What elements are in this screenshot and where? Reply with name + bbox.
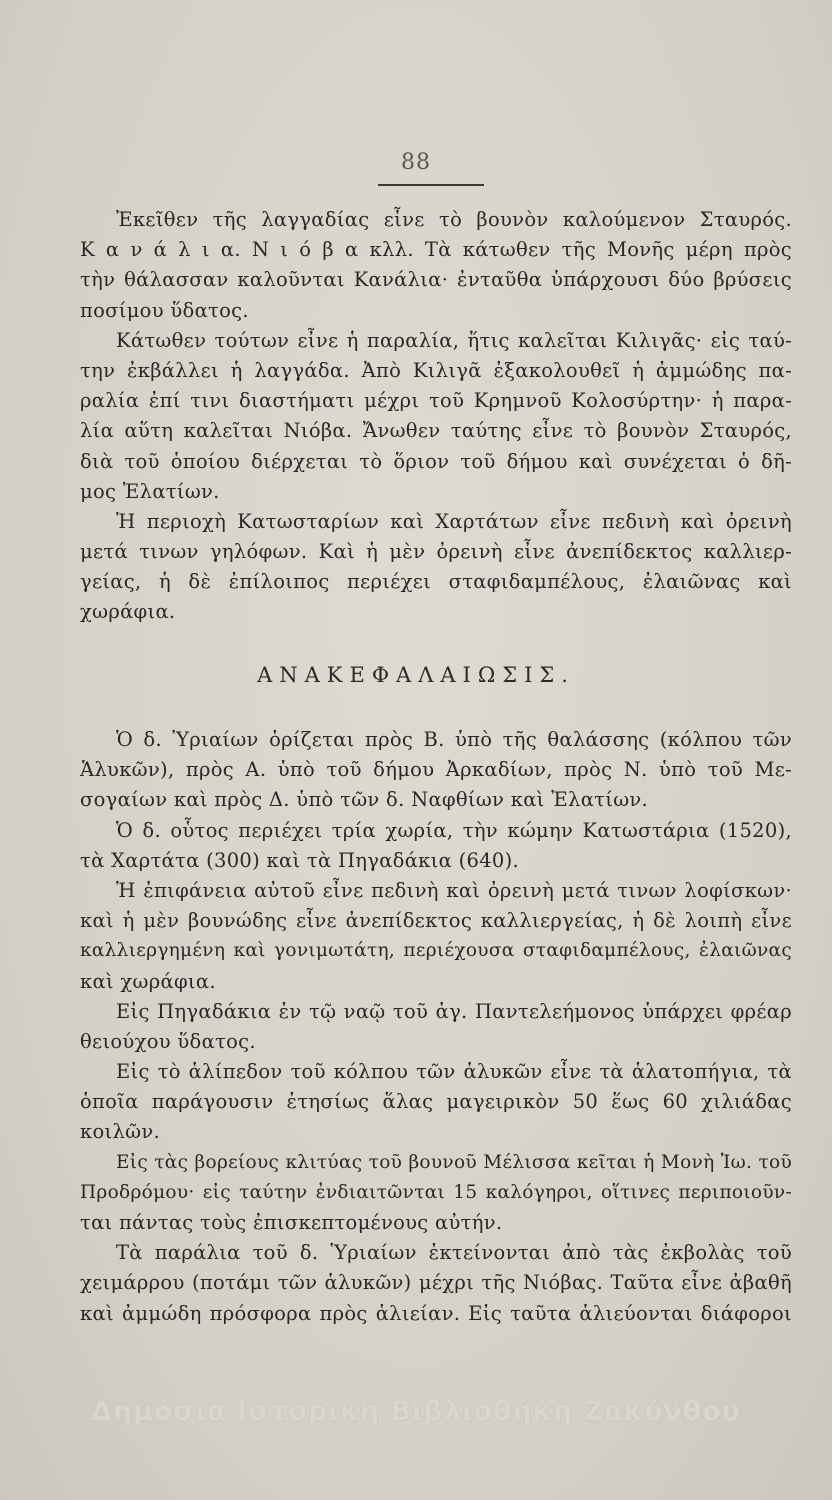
text-line: τὰ Χαρτάτα (300) καὶ τὰ Πηγαδάκια (640). — [80, 848, 520, 872]
text-line: Ὁ δ. οὗτος περιέχει τρία χωρία, τὴν κώμην Κατωστάρια (1520), — [116, 818, 792, 842]
text-line: χωράφια. — [80, 600, 176, 624]
text-line: Ἡ περιοχὴ Κατωσταρίων καὶ Χαρτάτων εἶνε πεδινὴ καὶ ὀρεινὴ — [116, 509, 792, 533]
text-line: Κ α ν ά λ ι α. Ν ι ό β α κλλ. Τὰ κάτωθεν τῆς Μονῆς μέρη πρὸς — [80, 238, 792, 262]
text-line: σογαίων καὶ πρὸς Δ. ὑπὸ τῶν δ. Ναφθίων καὶ Ἐλατίων. — [80, 788, 649, 812]
text-line: μετά τινων γηλόφων. Καὶ ἡ μὲν ὀρεινὴ εἶνε ἀνεπίδεκτος καλλιερ- — [80, 540, 792, 564]
text-line: ὁποῖα παράγουσιν ἐτησίως ἅλας μαγειρικὸν 50 ἕως 60 χιλιάδας — [80, 1090, 792, 1114]
text-line: καὶ χωράφια. — [80, 969, 216, 993]
text-line: θειούχου ὕδατος. — [80, 1029, 256, 1053]
text-line: Εἰς Πηγαδάκια ἐν τῷ ναῷ τοῦ ἁγ. Παντελεήμονος ὑπάρχει φρέαρ — [116, 999, 792, 1023]
text-line: χειμάρρου (ποτάμι τῶν ἁλυκῶν) μέχρι τῆς Νιόβας. Ταῦτα εἶνε ἀβαθῆ — [80, 1271, 792, 1295]
text-line: καὶ ἡ μὲν βουνώδης εἶνε ἀνεπίδεκτος καλλιεργείας, ἡ δὲ λοιπὴ εἶνε — [80, 909, 792, 933]
text-line: την ἐκβάλλει ἡ λαγγάδα. Ἀπὸ Κιλιγᾶ ἐξακολουθεῖ ἡ ἀμμώδης πα- — [80, 358, 792, 382]
section-heading: ΑΝΑΚΕΦΑΛΑΙΩΣΙΣ. — [257, 663, 575, 687]
text-line: Προδρόμου· εἰς ταύτην ἐνδιαιτῶνται 15 καλόγηροι, οἵτινες περιποιοῦν- — [80, 1181, 792, 1203]
text-line: Κάτωθεν τούτων εἶνε ἡ παραλία, ἥτις καλεῖται Κιλιγᾶς· εἰς ταύ- — [116, 328, 792, 352]
text-line: μος Ἐλατίων. — [80, 479, 220, 503]
text-line: διὰ τοῦ ὁποίου διέρχεται τὸ ὅριον τοῦ δήμου καὶ συνέχεται ὁ δῆ- — [80, 449, 792, 473]
text-line: Ἐκεῖθεν τῆς λαγγαδίας εἶνε τὸ βουνὸν καλούμενον Σταυρός. — [116, 208, 792, 231]
text-line: ποσίμου ὕδατος. — [80, 298, 249, 322]
text-line: καὶ ἀμμώδη πρόσφορα πρὸς ἁλιείαν. Εἰς ταῦτα ἁλιεύονται διάφοροι — [80, 1301, 792, 1325]
text-line: Ὁ δ. Ὑριαίων ὁρίζεται πρὸς Β. ὑπὸ τῆς θαλάσσης (κόλπου τῶν — [116, 728, 792, 751]
text-line: κοιλῶν. — [80, 1120, 160, 1144]
text-line: Εἰς τὸ ἁλίπεδον τοῦ κόλπου τῶν ἁλυκῶν εἶνε τὰ ἁλατοπήγια, τὰ — [116, 1060, 792, 1084]
text-block-summary — [80, 725, 792, 1329]
library-watermark: Δημόσια Ιστορική Βιβλιοθήκη Ζακύνθου — [91, 1396, 741, 1427]
text-line: λία αὕτη καλεῖται Νιόβα. Ἄνωθεν ταύτης εἶνε τὸ βουνὸν Σταυρός, — [80, 419, 792, 443]
text-line: γείας, ἡ δὲ ἐπίλοιπος περιέχει σταφιδαμπέλους, ἐλαιῶνας καὶ — [80, 570, 792, 594]
text-line: Εἰς τὰς βορείους κλιτύας τοῦ βουνοῦ Μέλισσα κεῖται ἡ Μονὴ Ἰω. τοῦ — [116, 1151, 792, 1173]
page-number: 88 — [401, 150, 431, 175]
text-line: τὴν θάλασσαν καλοῦνται Κανάλια· ἐνταῦθα ὑπάρχουσι δύο βρύσεις — [80, 268, 792, 292]
text-block-top — [80, 205, 792, 628]
text-line: Τὰ παράλια τοῦ δ. Ὑριαίων ἐκτείνονται ἀπὸ τὰς ἐκβολὰς τοῦ — [116, 1241, 792, 1265]
header-rule — [378, 184, 484, 186]
text-line: ται πάντας τοὺς ἐπισκεπτομένους αὐτήν. — [80, 1211, 503, 1234]
text-line: καλλιεργημένη καὶ γονιμωτάτη, περιέχουσα σταφιδαμπέλους, ἐλαιῶνας — [80, 940, 792, 962]
text-line: Ἁλυκῶν), πρὸς Α. ὑπὸ τοῦ δήμου Ἀρκαδίων, πρὸς Ν. ὑπὸ τοῦ Με- — [80, 758, 792, 782]
text-line: Ἡ ἐπιφάνεια αὐτοῦ εἶνε πεδινὴ καὶ ὀρεινὴ μετά τινων λοφίσκων· — [116, 878, 792, 902]
text-line: ραλία ἐπί τινι διαστήματι μέχρι τοῦ Κρημνοῦ Κολοσύρτην· ἡ παρα- — [80, 389, 792, 413]
